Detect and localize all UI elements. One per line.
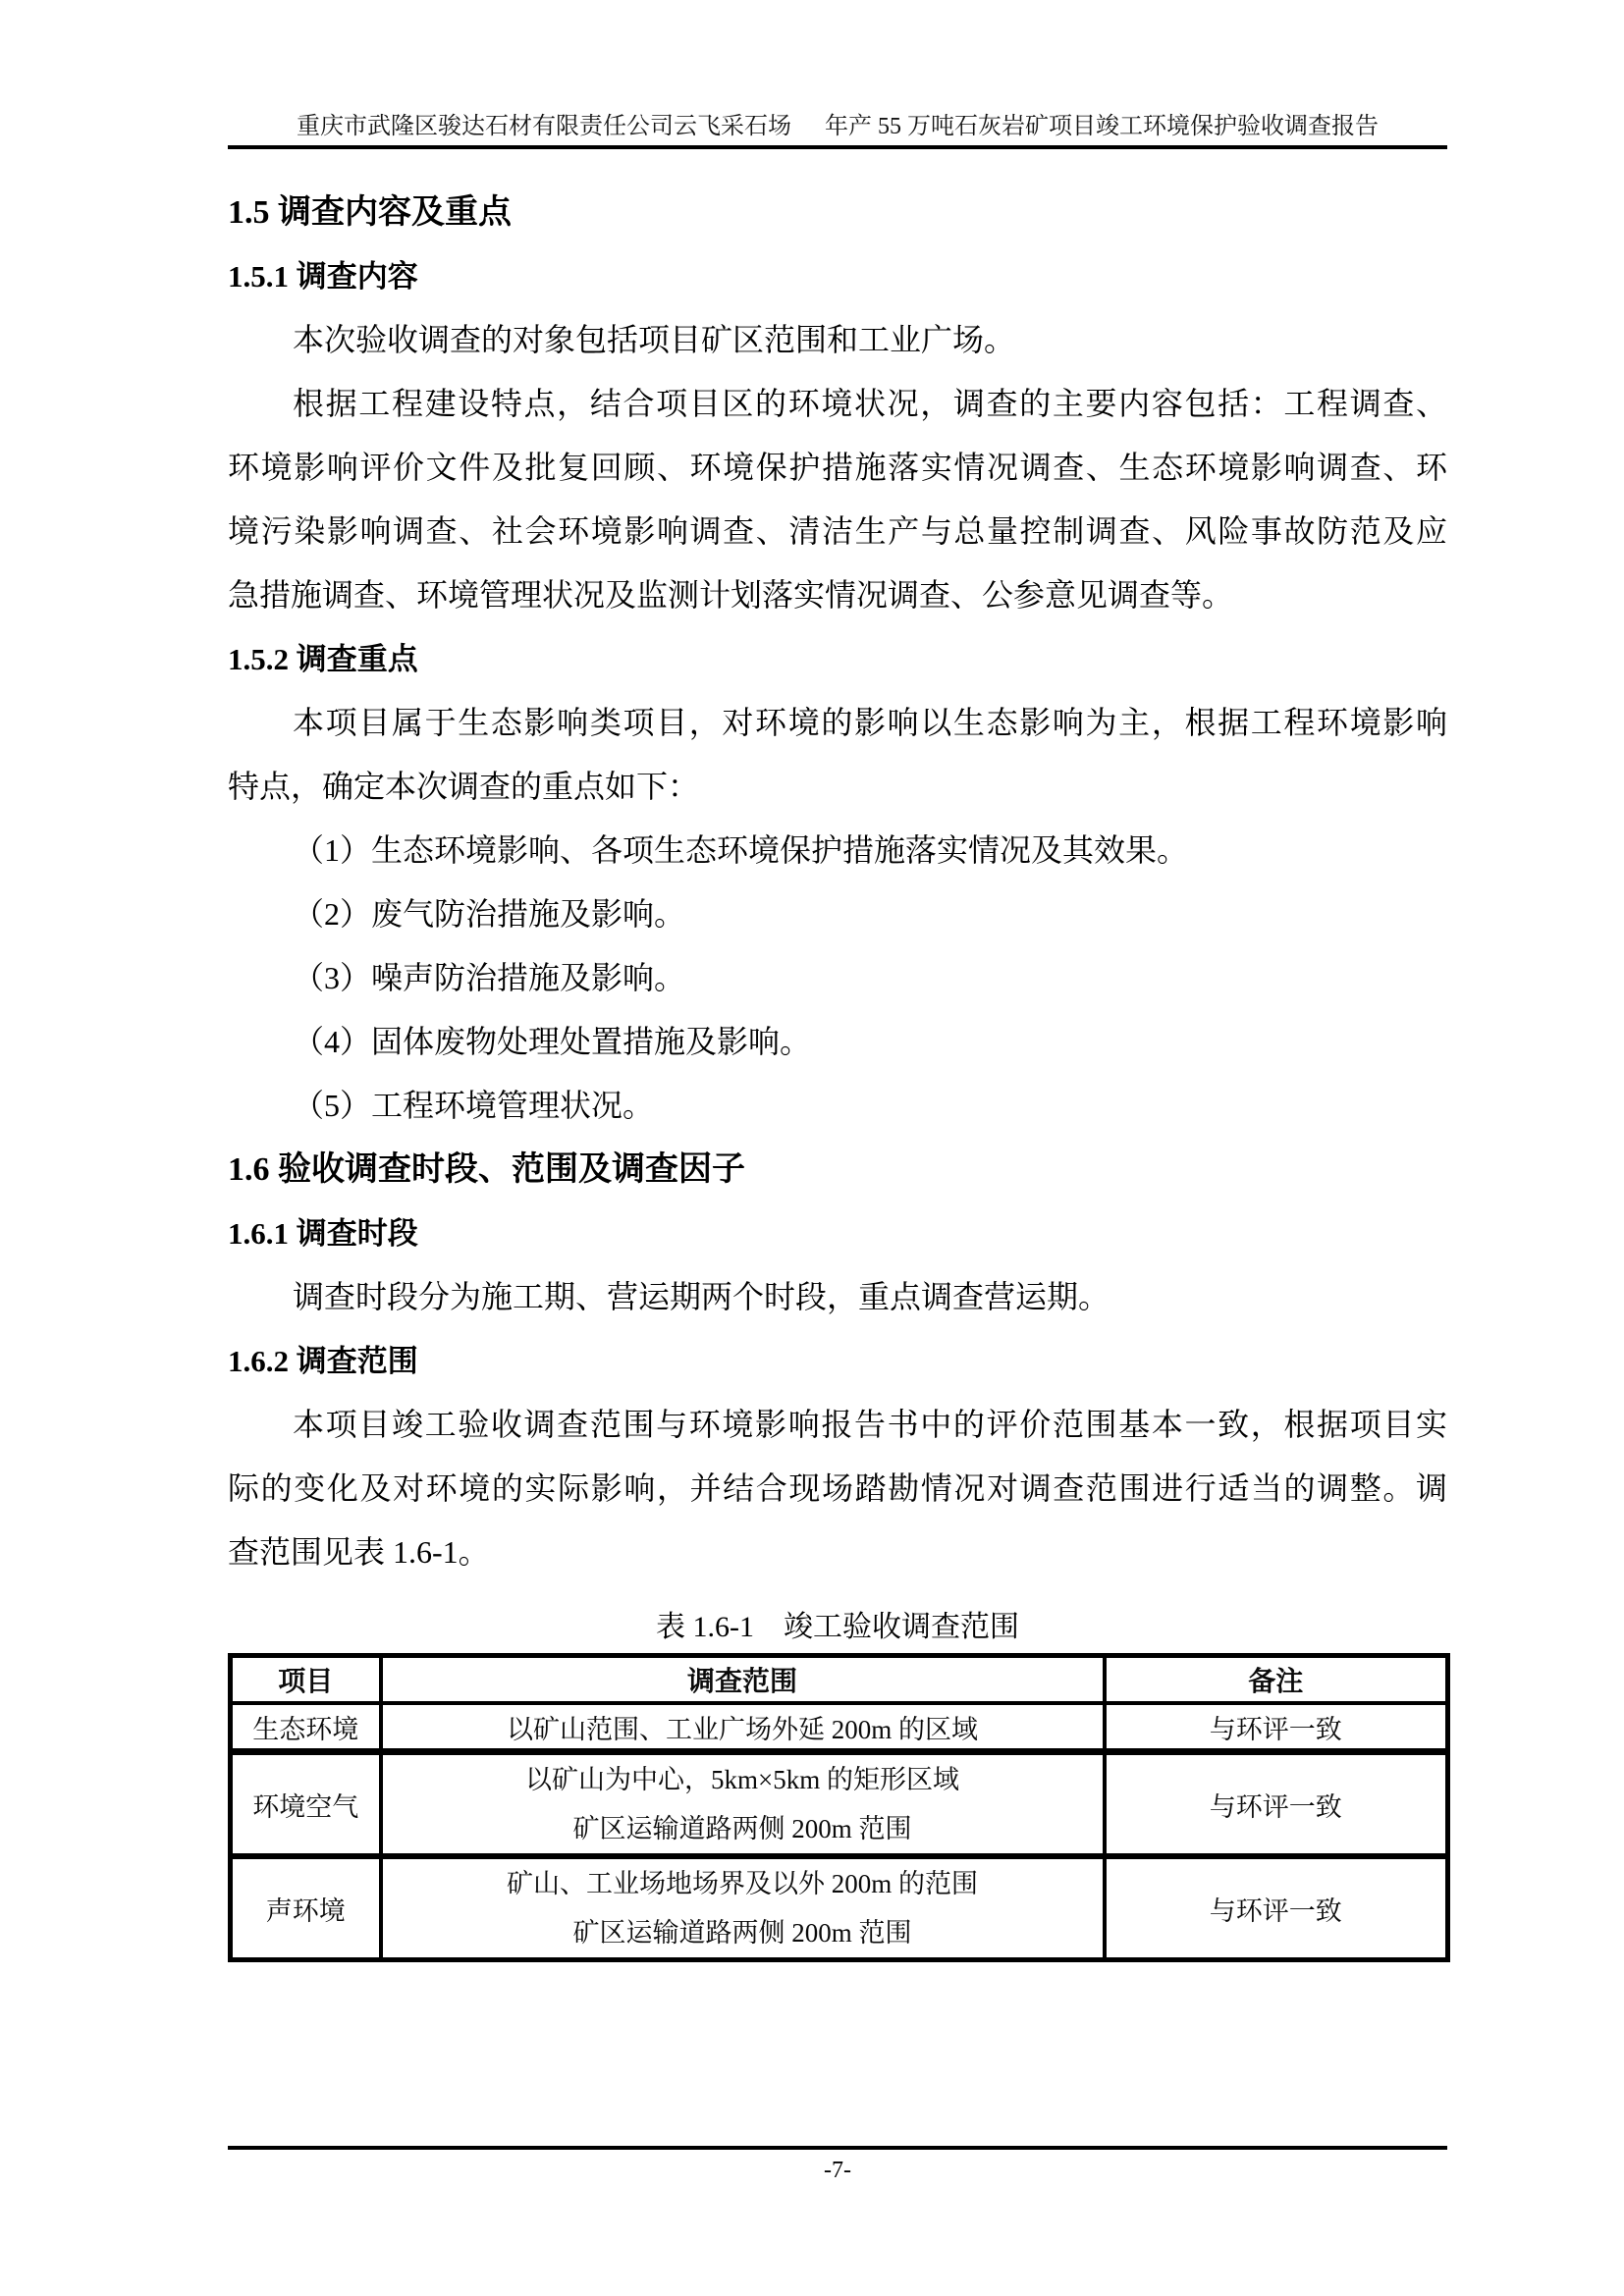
paragraph-line: 环境影响评价文件及批复回顾、环境保护措施落实情况调查、生态环境影响调查、环	[228, 450, 1447, 485]
paragraph-line: 境污染影响调查、社会环境影响调查、清洁生产与总量控制调查、风险事故防范及应	[228, 513, 1447, 549]
cell-scope-line: 以矿山为中心，5km×5km 的矩形区域	[525, 1765, 959, 1794]
page-header	[228, 110, 1447, 143]
table-header-row	[231, 1656, 1448, 1704]
footer-rule	[228, 2146, 1447, 2150]
paragraph-line: 根据工程建设特点，结合项目区的环境状况，调查的主要内容包括：工程调查、	[293, 386, 1447, 421]
column-header-item: 项目	[231, 1656, 381, 1704]
header-rule	[228, 145, 1447, 149]
paragraph-line: 本项目属于生态影响类项目，对环境的影响以生态影响为主，根据工程环境影响	[293, 705, 1447, 740]
header-report-title: 年产 55 万吨石灰岩矿项目竣工环境保护验收调查报告	[825, 114, 1379, 139]
cell-scope	[381, 1856, 1105, 1960]
table-row	[231, 1856, 1448, 1960]
survey-scope-table	[228, 1653, 1450, 1962]
paragraph-line: 调查时段分为施工期、营运期两个时段，重点调查营运期。	[293, 1279, 1110, 1314]
cell-item: 生态环境	[231, 1703, 381, 1752]
paragraph-line: 特点，确定本次调查的重点如下：	[228, 769, 700, 804]
table-caption: 表 1.6-1 竣工验收调查范围	[656, 1611, 1019, 1643]
cell-scope	[381, 1752, 1105, 1857]
cell-scope-line: 矿区运输道路两侧 200m 范围	[572, 1918, 912, 1948]
cell-scope-line: 矿区运输道路两侧 200m 范围	[572, 1814, 912, 1843]
paragraph-line: 查范围见表 1.6-1。	[228, 1534, 490, 1570]
list-item-1: （1）生态环境影响、各项生态环境保护措施落实情况及其效果。	[293, 832, 1189, 868]
heading-1-5-2: 1.5.2 调查重点	[228, 642, 418, 676]
paragraph-line: 际的变化及对环境的实际影响，并结合现场踏勘情况对调查范围进行适当的调整。调	[228, 1470, 1447, 1506]
heading-1-5-1: 1.5.1 调查内容	[228, 259, 418, 294]
heading-1-6: 1.6 验收调查时段、范围及调查因子	[228, 1151, 745, 1188]
column-header-note: 备注	[1105, 1656, 1448, 1704]
paragraph-line: 本项目竣工验收调查范围与环境影响报告书中的评价范围基本一致，根据项目实	[293, 1407, 1447, 1442]
header-company-name: 重庆市武隆区骏达石材有限责任公司云飞采石场	[297, 114, 791, 139]
cell-scope-line: 矿山、工业场地场界及以外 200m 的范围	[506, 1869, 978, 1898]
heading-1-6-1: 1.6.1 调查时段	[228, 1216, 418, 1251]
table-row	[231, 1703, 1448, 1752]
table-row	[231, 1752, 1448, 1857]
cell-scope: 以矿山范围、工业广场外延 200m 的区域	[381, 1703, 1105, 1752]
heading-1-6-2: 1.6.2 调查范围	[228, 1344, 418, 1378]
list-item-3: （3）噪声防治措施及影响。	[293, 960, 686, 995]
heading-1-5: 1.5 调查内容及重点	[228, 194, 512, 231]
cell-note: 与环评一致	[1105, 1752, 1448, 1857]
list-item-5: （5）工程环境管理状况。	[293, 1088, 655, 1123]
column-header-scope: 调查范围	[381, 1656, 1105, 1704]
document-body	[228, 181, 1447, 1659]
cell-item: 声环境	[231, 1856, 381, 1960]
list-item-2: （2）废气防治措施及影响。	[293, 896, 686, 932]
paragraph-line: 本次验收调查的对象包括项目矿区范围和工业广场。	[293, 322, 1016, 357]
list-item-4: （4）固体废物处理处置措施及影响。	[293, 1024, 812, 1059]
paragraph-line: 急措施调查、环境管理状况及监测计划落实情况调查、公参意见调查等。	[228, 577, 1234, 613]
cell-note: 与环评一致	[1105, 1856, 1448, 1960]
cell-item: 环境空气	[231, 1752, 381, 1857]
page-number: -7-	[824, 2158, 851, 2183]
cell-note: 与环评一致	[1105, 1703, 1448, 1752]
